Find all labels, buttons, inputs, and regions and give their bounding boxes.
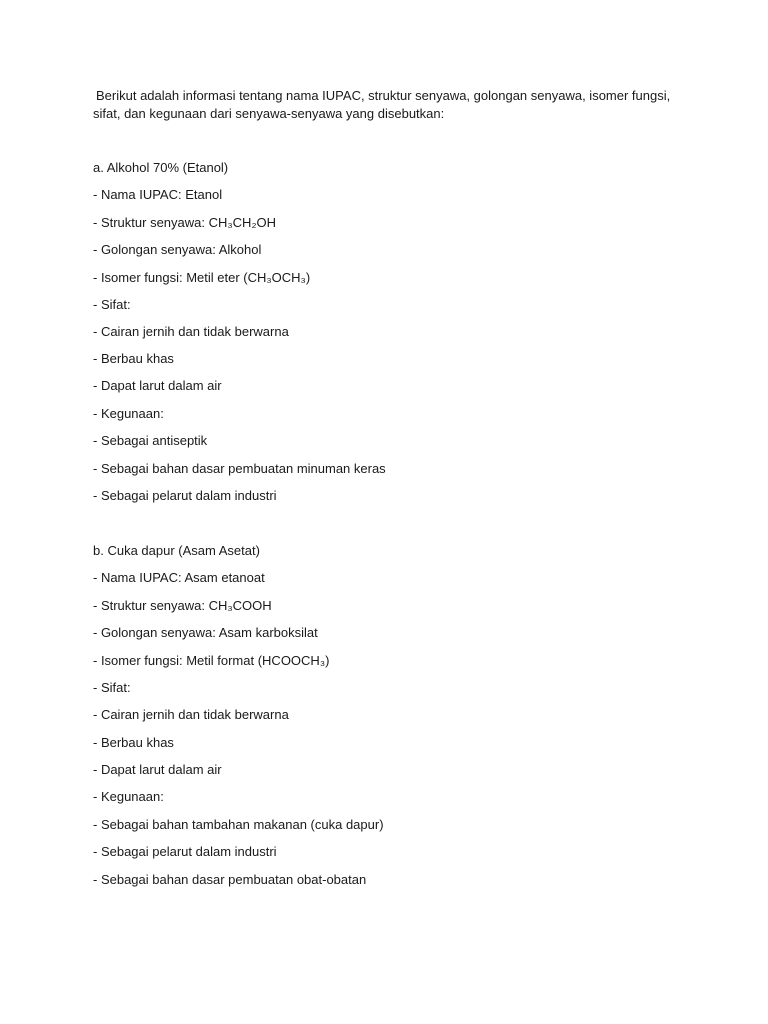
section-b-line-property-2: - Berbau khas — [93, 735, 174, 750]
section-b-line-property-3: - Dapat larut dalam air — [93, 762, 222, 777]
section-b-line-property-1: - Cairan jernih dan tidak berwarna — [93, 707, 289, 722]
section-a-line-iupac: - Nama IUPAC: Etanol — [93, 187, 223, 202]
section-b-line-iupac: - Nama IUPAC: Asam etanoat — [93, 570, 265, 585]
section-b-line-use-2: - Sebagai pelarut dalam industri — [93, 844, 277, 859]
section-b-line-use-1: - Sebagai bahan tambahan makanan (cuka dapur) — [93, 817, 384, 832]
section-a-line-structure: - Struktur senyawa: CH₃CH₂OH — [93, 215, 276, 230]
section-b-line-properties: - Sifat: — [93, 680, 131, 695]
section-a-line-property-2: - Berbau khas — [93, 351, 174, 366]
section-a-line-use-2: - Sebagai bahan dasar pembuatan minuman keras — [93, 461, 386, 476]
section-b-line-uses: - Kegunaan: — [93, 789, 164, 804]
section-a-line-use-1: - Sebagai antiseptik — [93, 433, 208, 448]
section-b-heading: b. Cuka dapur (Asam Asetat) — [93, 543, 260, 558]
section-a-line-use-3: - Sebagai pelarut dalam industri — [93, 488, 277, 503]
section-b-line-use-3: - Sebagai bahan dasar pembuatan obat-obatan — [93, 872, 367, 887]
section-a-line-class: - Golongan senyawa: Alkohol — [93, 242, 262, 257]
section-b-line-class: - Golongan senyawa: Asam karboksilat — [93, 625, 318, 640]
section-a-heading: a. Alkohol 70% (Etanol) — [93, 160, 229, 175]
section-a-line-uses: - Kegunaan: — [93, 406, 164, 421]
section-b-line-structure: - Struktur senyawa: CH₃COOH — [93, 598, 272, 613]
section-a-line-property-3: - Dapat larut dalam air — [93, 378, 222, 393]
section-b-line-isomer: - Isomer fungsi: Metil format (HCOOCH₃) — [93, 653, 330, 668]
section-a-line-isomer: - Isomer fungsi: Metil eter (CH₃OCH₃) — [93, 270, 311, 285]
intro-paragraph: Berikut adalah informasi tentang nama IUPAC, struktur senyawa, golongan senyawa, isomer fungsi, sifat, dan kegunaan dari senyawa-senyawa yang disebutkan: — [93, 88, 671, 121]
section-a-line-property-1: - Cairan jernih dan tidak berwarna — [93, 324, 289, 339]
section-a-line-properties: - Sifat: — [93, 297, 131, 312]
